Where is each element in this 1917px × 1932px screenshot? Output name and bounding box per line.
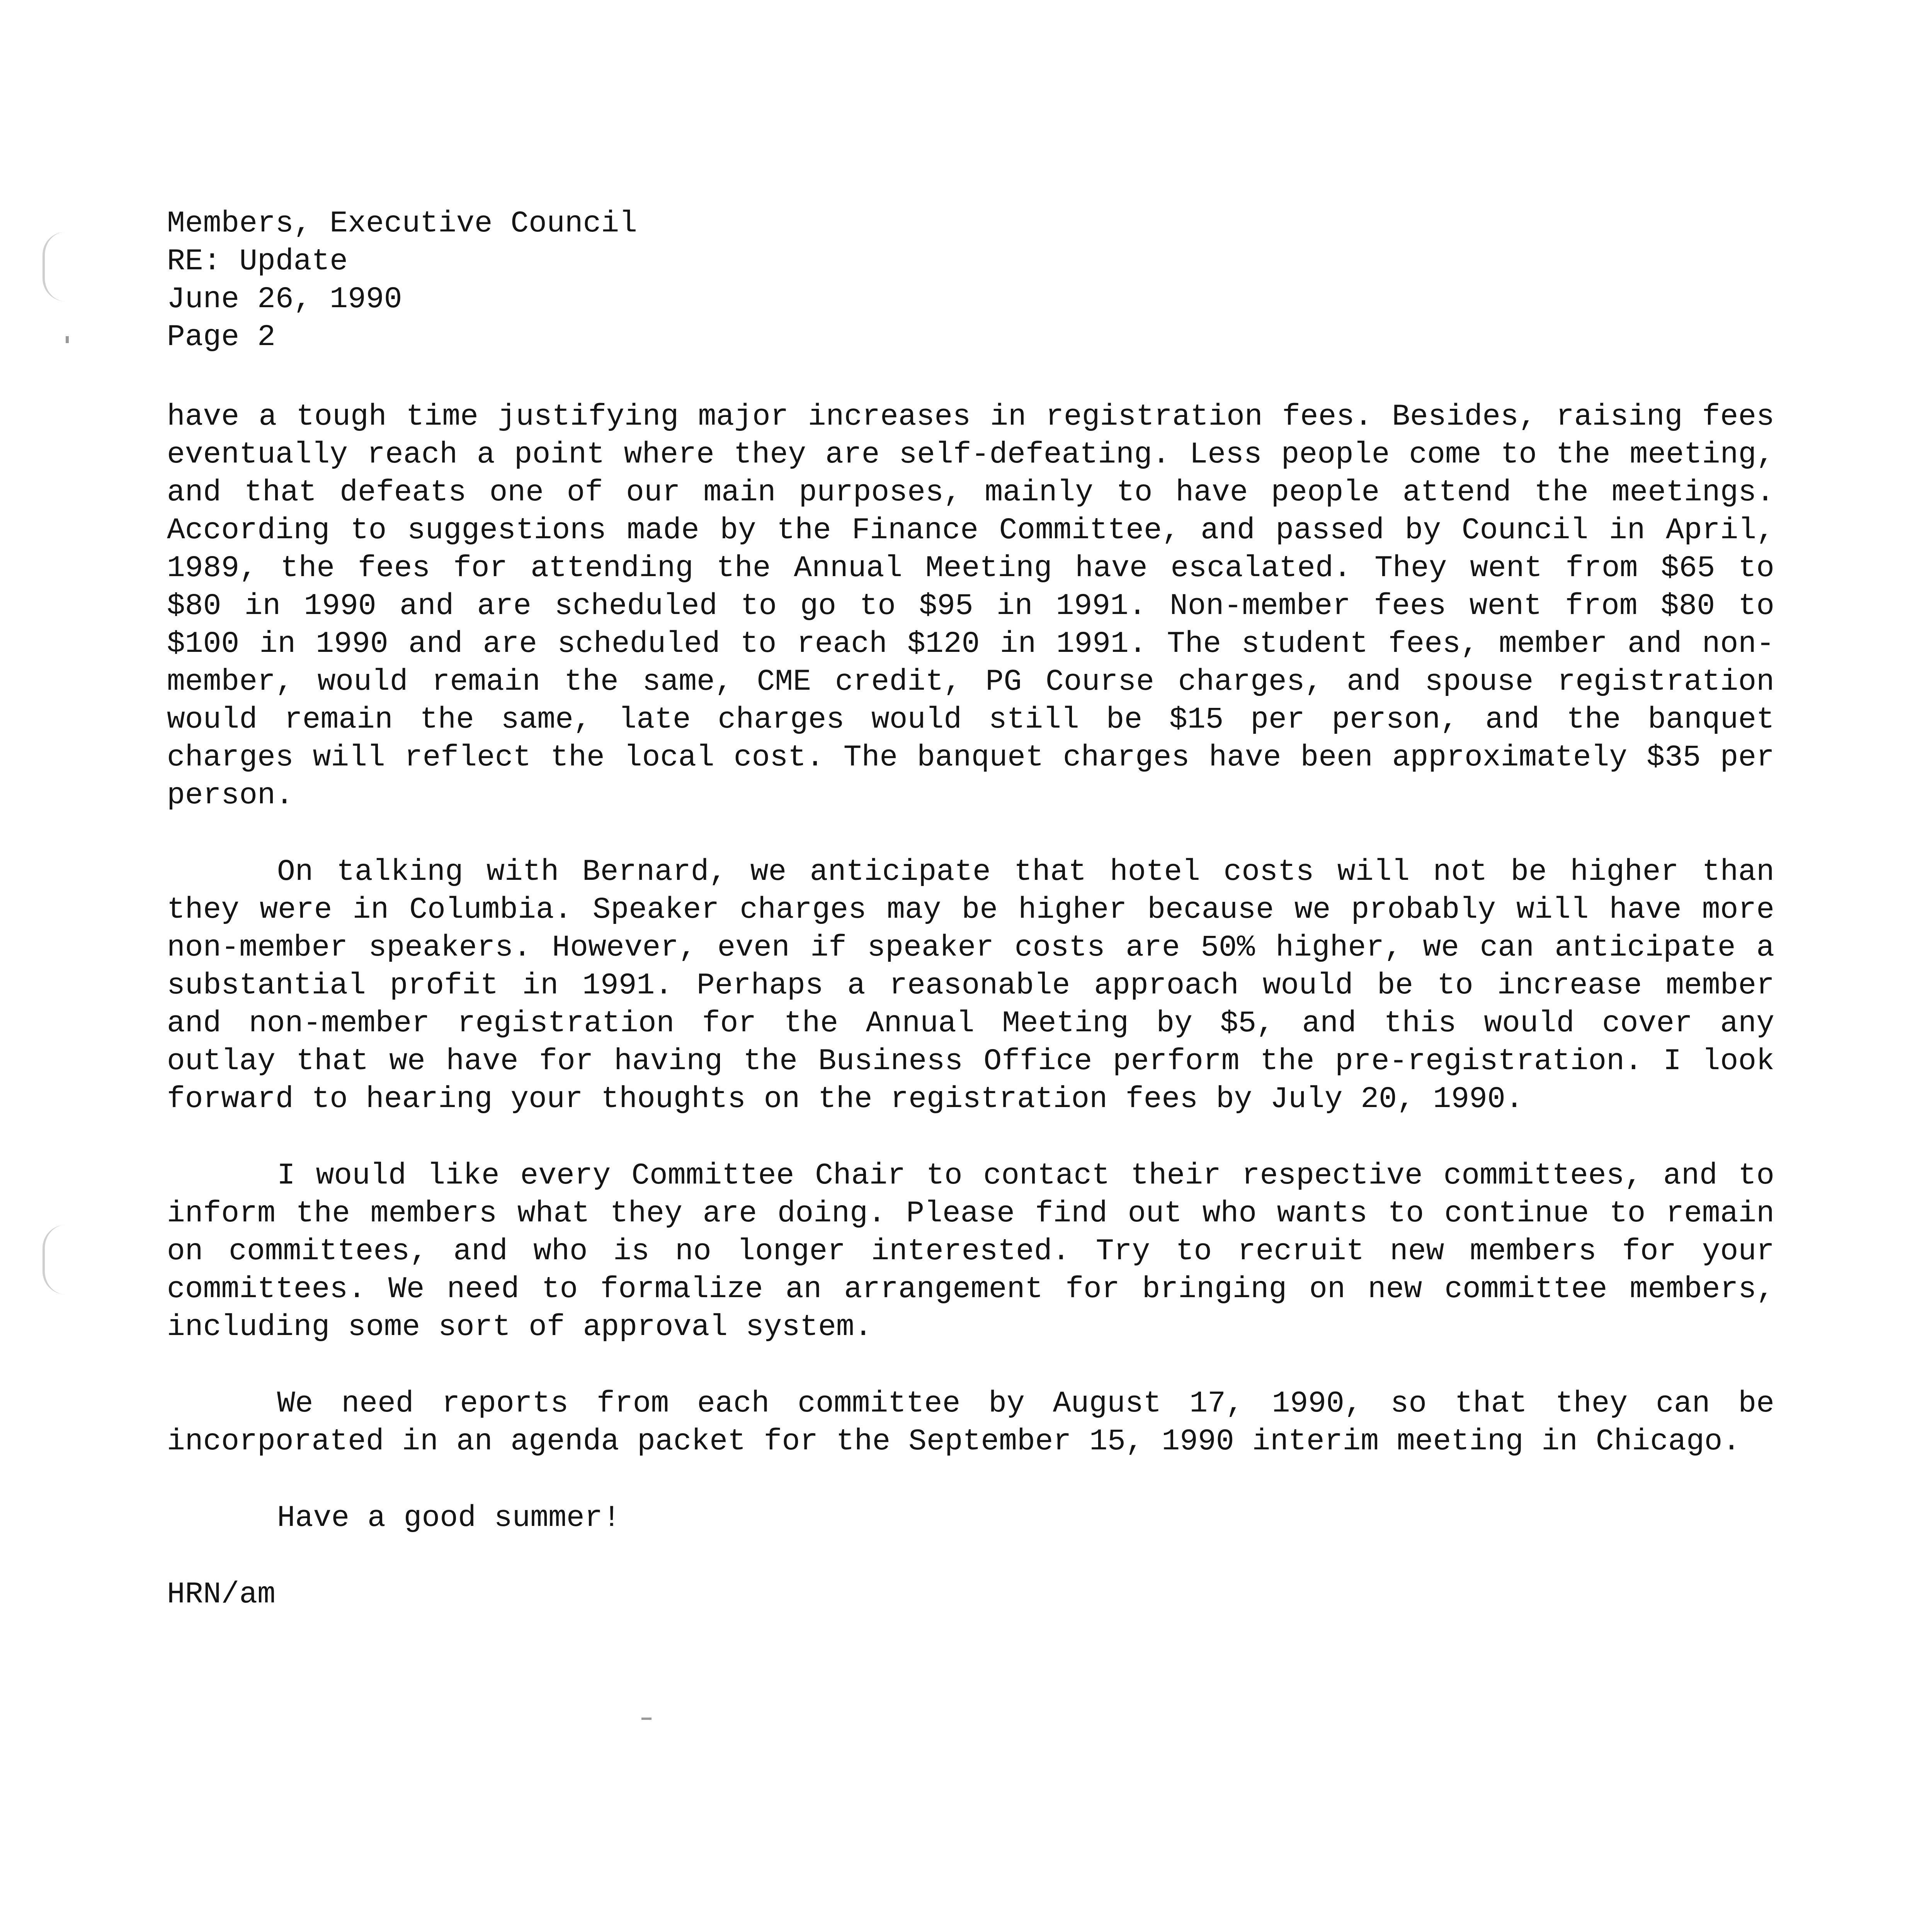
- date-line: June 26, 1990: [167, 282, 402, 316]
- scan-speck: [641, 1718, 651, 1720]
- recipient-line: Members, Executive Council: [167, 207, 637, 241]
- punch-hole-mark: [43, 232, 68, 301]
- letter-header: [167, 205, 637, 356]
- closing-line: Have a good summer!: [277, 1501, 621, 1535]
- paragraph-committees: I would like every Committee Chair to contact their respective committees, and to inform the members what they are doing. Please find out who wants to continue to remain on committees, and who is no longer interested. Try to recruit new members for your committees. We need to formalize an arrangement for bringing on new committee members, including some sort of approval system.: [167, 1159, 1774, 1344]
- subject-line: RE: Update: [167, 245, 348, 279]
- paragraph-registration-fees: On talking with Bernard, we anticipate that hotel costs will not be higher than they were in Columbia. Speaker charges may be higher because we probably will have more non-member speakers. However, even if speaker costs are 50% higher, we can anticipate a substantial profit in 1991. Perhaps a reasonable approach would be to increase member and non-member registration for the Annual Meeting by $5, and this would cover any outlay that we have for having the Business Office perform the pre-registration. I look forward to hearing your thoughts on the registration fees by July 20, 1990.: [167, 855, 1774, 1116]
- typist-initials: HRN/am: [167, 1578, 276, 1612]
- punch-hole-mark: [43, 1225, 68, 1294]
- scan-speck: [66, 336, 69, 343]
- letter-body: [167, 398, 1774, 1652]
- paragraph-continued: have a tough time justifying major increases in registration fees. Besides, raising fees eventually reach a point where they are self-defeating. Less people come to the meeting, and that defeats one of our main purposes, mainly to have people attend the meetings. According to suggestions made by the Finance Committee, and passed by Council in April, 1989, the fees for attending the Annual Meeting have escalated. They went from $65 to $80 in 1990 and are scheduled to go to $95 in 1991. Non-member fees went from $80 to $100 in 1990 and are scheduled to reach $120 in 1991. The student fees, member and non-member, would remain the same, CME credit, PG Course charges, and spouse registration would remain the same, late charges would still be $15 per person, and the banquet charges will reflect the local cost. The banquet charges have been approximately $35 per person.: [167, 400, 1774, 813]
- page-number-line: Page 2: [167, 320, 276, 354]
- paragraph-reports: We need reports from each committee by August 17, 1990, so that they can be incorporated in an agenda packet for the September 15, 1990 interim meeting in Chicago.: [167, 1387, 1774, 1459]
